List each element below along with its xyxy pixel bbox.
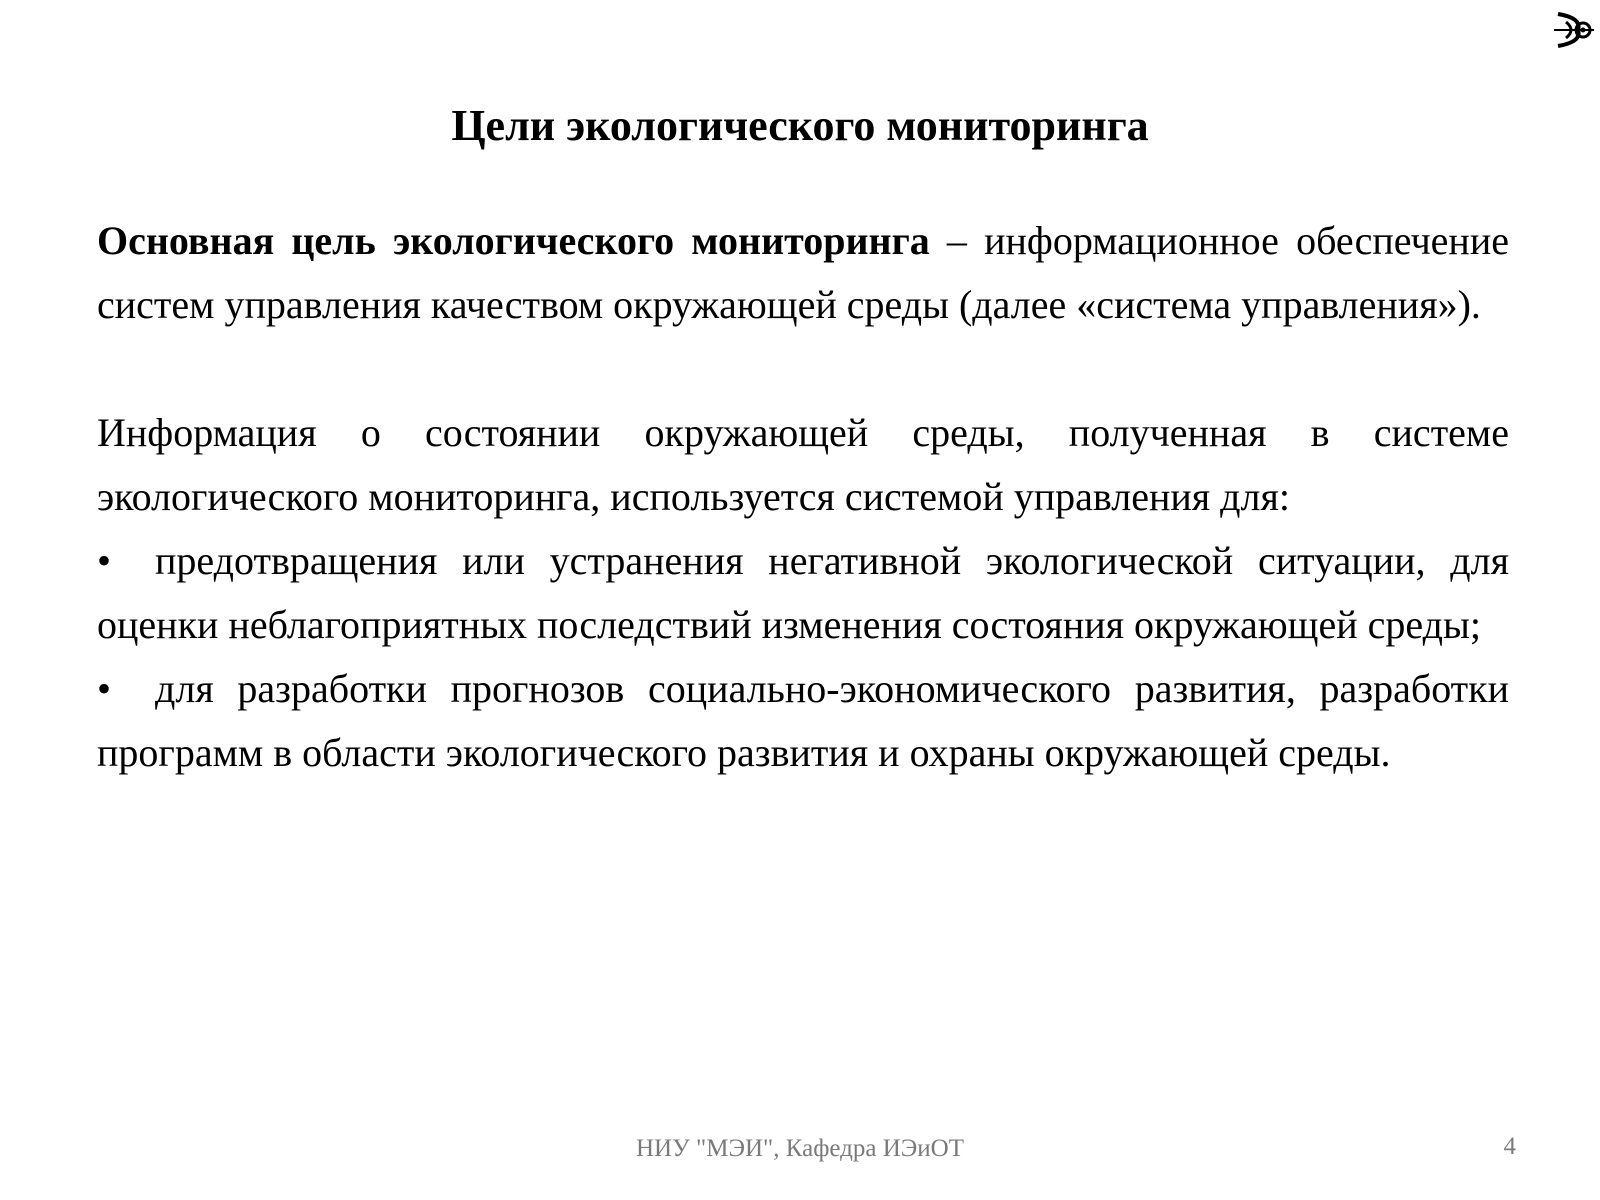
bullet-item: [97, 529, 1509, 657]
bullet-item: [97, 657, 1509, 785]
slide-body: [97, 209, 1509, 785]
bullet-marker: •: [97, 666, 112, 711]
paragraph-spacer: [97, 337, 1509, 401]
slide-title: Цели экологического мониторинга: [451, 101, 1149, 150]
info-intro-paragraph: Информация о состоянии окружающей среды, полученная в системе экологического мониторинга, используется системой управления для:: [97, 410, 1509, 519]
bullet-text: предотвращения или устранения негативной экологической ситуации, для оценки неблагоприятных последствий изменения состояния окружающей среды;: [97, 538, 1509, 647]
page-number: 4: [1503, 1133, 1516, 1160]
bullet-text: для разработки прогнозов социально-экономического развития, разработки программ в области экологического развития и охраны окружающей среды.: [97, 666, 1509, 775]
main-goal-paragraph: [97, 209, 1509, 337]
university-logo-icon: [1552, 8, 1596, 52]
main-goal-lead: Основная цель экологического мониторинга: [97, 218, 930, 263]
main-goal-dash: –: [929, 218, 985, 263]
slide-footer: НИУ "МЭИ", Кафедра ИЭиОТ: [636, 1135, 964, 1162]
main-goal-text: информационное обеспечение систем управления качеством окружающей среды (далее «система управления»).: [97, 218, 1510, 327]
bullet-marker: •: [97, 538, 112, 583]
